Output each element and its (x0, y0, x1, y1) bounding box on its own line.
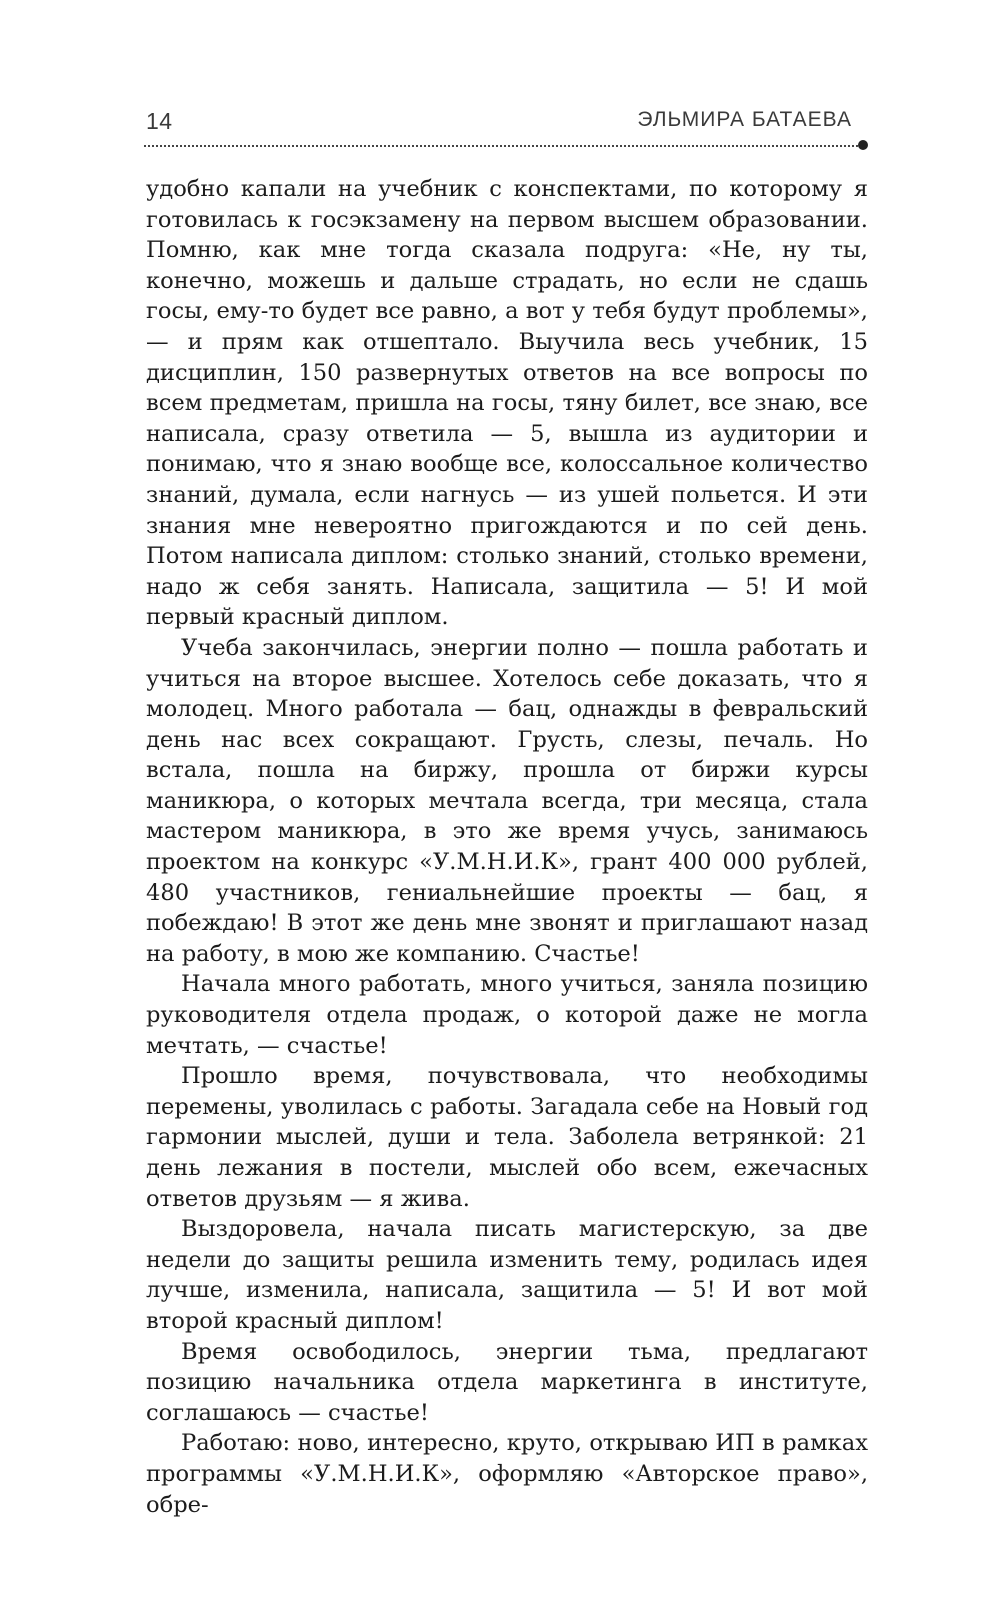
header-dotted-rule (144, 145, 862, 147)
paragraph-4: Прошло время, почувствовала, что необходимы перемены, уволилась с работы. Загадала себе на Новый год гармонии мыслей, души и тела. Заболела ветрянкой: 21 день лежания в постели, мыслей обо всем, ежечасных ответов друзьям — я жива. (146, 1063, 868, 1212)
body-text (146, 174, 868, 1520)
running-head (146, 108, 874, 138)
header-bullet-dot (858, 140, 868, 150)
paragraph-6: Время освободилось, энергии тьма, предлагают позицию начальника отдела маркетинга в институте, соглашаюсь — счастье! (146, 1338, 868, 1426)
paragraph-2: Учеба закончилась, энергии полно — пошла работать и учиться на второе высшее. Хотелось себе доказать, что я молодец. Много работала — бац, однажды в февральский день нас всех сокращают. Грусть, слезы, печаль. Но встала, пошла на биржу, прошла от биржи курсы маникюра, о которых мечтала всегда, три месяца, стала мастером маникюра, в это же время учусь, занимаюсь проектом на конкурс «У.М.Н.И.К», грант 400 000 рублей, 480 участников, гениальнейшие проекты — бац, я побеждаю! В этот же день мне звонят и приглашают назад на работу, в мою же компанию. Счастье! (146, 634, 868, 967)
paragraph-3: Начала много работать, много учиться, заняла позицию руководителя отдела продаж, о которой даже не могла мечтать, — счастье! (146, 971, 868, 1059)
page-number: 14 (146, 108, 173, 134)
paragraph-7: Работаю: ново, интересно, круто, открываю ИП в рамках программы «У.М.Н.И.К», оформляю «Авторское право», обре- (146, 1430, 868, 1518)
paragraph-1: удобно капали на учебник с конспектами, по которому я готовилась к госэкзамену на первом высшем образовании. Помню, как мне тогда сказала подруга: «Не, ну ты, конечно, можешь и дальше страдать, но если не сдашь госы, ему-то будет все равно, а вот у тебя будут проблемы», — и прям как отшептало. Выучила весь учебник, 15 дисциплин, 150 развернутых ответов на все вопросы по всем предметам, пришла на госы, тяну билет, все знаю, все написала, сразу ответила — 5, вышла из аудитории и понимаю, что я знаю вообще все, колоссальное количество знаний, думала, если нагнусь — из ушей польется. И эти знания мне невероятно пригождаются и по сей день. Потом написала диплом: столько знаний, столько времени, надо ж себя занять. Написала, защитила — 5! И мой первый красный диплом. (146, 176, 868, 631)
running-head-author: ЭЛЬМИРА БАТАЕВА (637, 108, 852, 131)
paragraph-5: Выздоровела, начала писать магистерскую, за две недели до защиты решила изменить тему, родилась идея лучше, изменила, написала, защитила — 5! И вот мой второй красный диплом! (146, 1216, 868, 1334)
